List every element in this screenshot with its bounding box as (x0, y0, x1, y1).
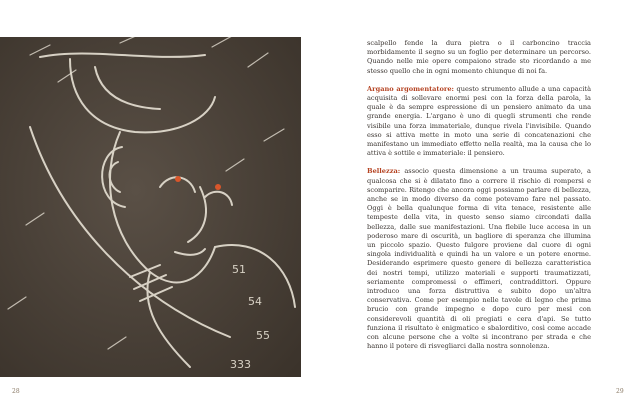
artwork-image (0, 37, 301, 377)
term-bellezza: Bellezza: (367, 167, 401, 176)
page-number-right: 29 (616, 388, 624, 395)
paragraph-text: scalpello fende la dura pietra o il carboncino traccia morbidamente il segno su un foglio per determinare un percorso. Quando nelle mie opere compaiono strade sto ricordando a me stesso quello che in ogni momento chiunque di noi fa. (367, 39, 591, 75)
eye-left (175, 176, 181, 182)
paragraph-bellezza (367, 167, 591, 351)
paragraph-argano (367, 85, 591, 159)
inscription-51: 51 (232, 263, 246, 276)
text-column (367, 39, 591, 361)
inscription-54: 54 (248, 295, 262, 308)
page-number-left: 28 (12, 388, 20, 395)
paragraph-intro (367, 39, 591, 76)
paragraph-text: questo strumento allude a una capacità acquisita di sollevare enormi pesi con la forza della parola, la quale è da sempre espressione di un pensiero animato da una grande energia. L'argano è uno di quegli strumenti che rende visibile una forza immateriale, dunque rivela l'invisibile. Quando esso si attiva mette in moto una serie di concatenazioni che manifestano un immediato effetto nella realtà, ma la causa che lo attiva è sottile e immateriale: il pensiero. (367, 84, 592, 158)
paragraph-text: associo questa dimensione a un trauma superato, a qualcosa che si è dilatato fino a correre il rischio di rompersi e scomparire. Ritengo che ancora oggi possiamo parlare di bellezza, anche se in modo diverso da come potevamo fare nel passato. Oggi è bella qualunque forma di vita tenace, resistente alle tempeste della vita, in questo senso siamo circondati dalla bellezza, dalle sue manifestazioni. Una flebile luce accesa in un poderoso mare di oscurità, un bagliore di speranza che illumina un piccolo spazio. Questo fulgore proviene dal cuore di ogni singola individualità e quindi ha un valore e un potere enorme. Desiderando esprimere questo genere di bellezza caratteristica dei nostri tempi, utilizzo materiali e supporti traumatizzati, seriamente compromessi o effimeri, contraddittori. Oppure introduco una forza distruttiva e subito dopo un'altra conservativa. Come per esempio nelle tavole di legno che prima brucio con grande impegno e dopo curo per mesi con considerevoli quantità di oli pregiati e cera d'api. Se tutto funziona il risultato è enigmatico e sbalorditivo, così come accade con alcune persone che a volte si incontrano per strada e che hanno il potere di risvegliarci dalla nostra sonnolenza. (367, 167, 591, 351)
eye-right (215, 184, 221, 190)
term-argano: Argano argomentatore: (367, 84, 454, 93)
inscription-55: 55 (256, 329, 270, 342)
chalk-drawing (0, 37, 301, 377)
inscription-333: 333 (230, 358, 251, 371)
